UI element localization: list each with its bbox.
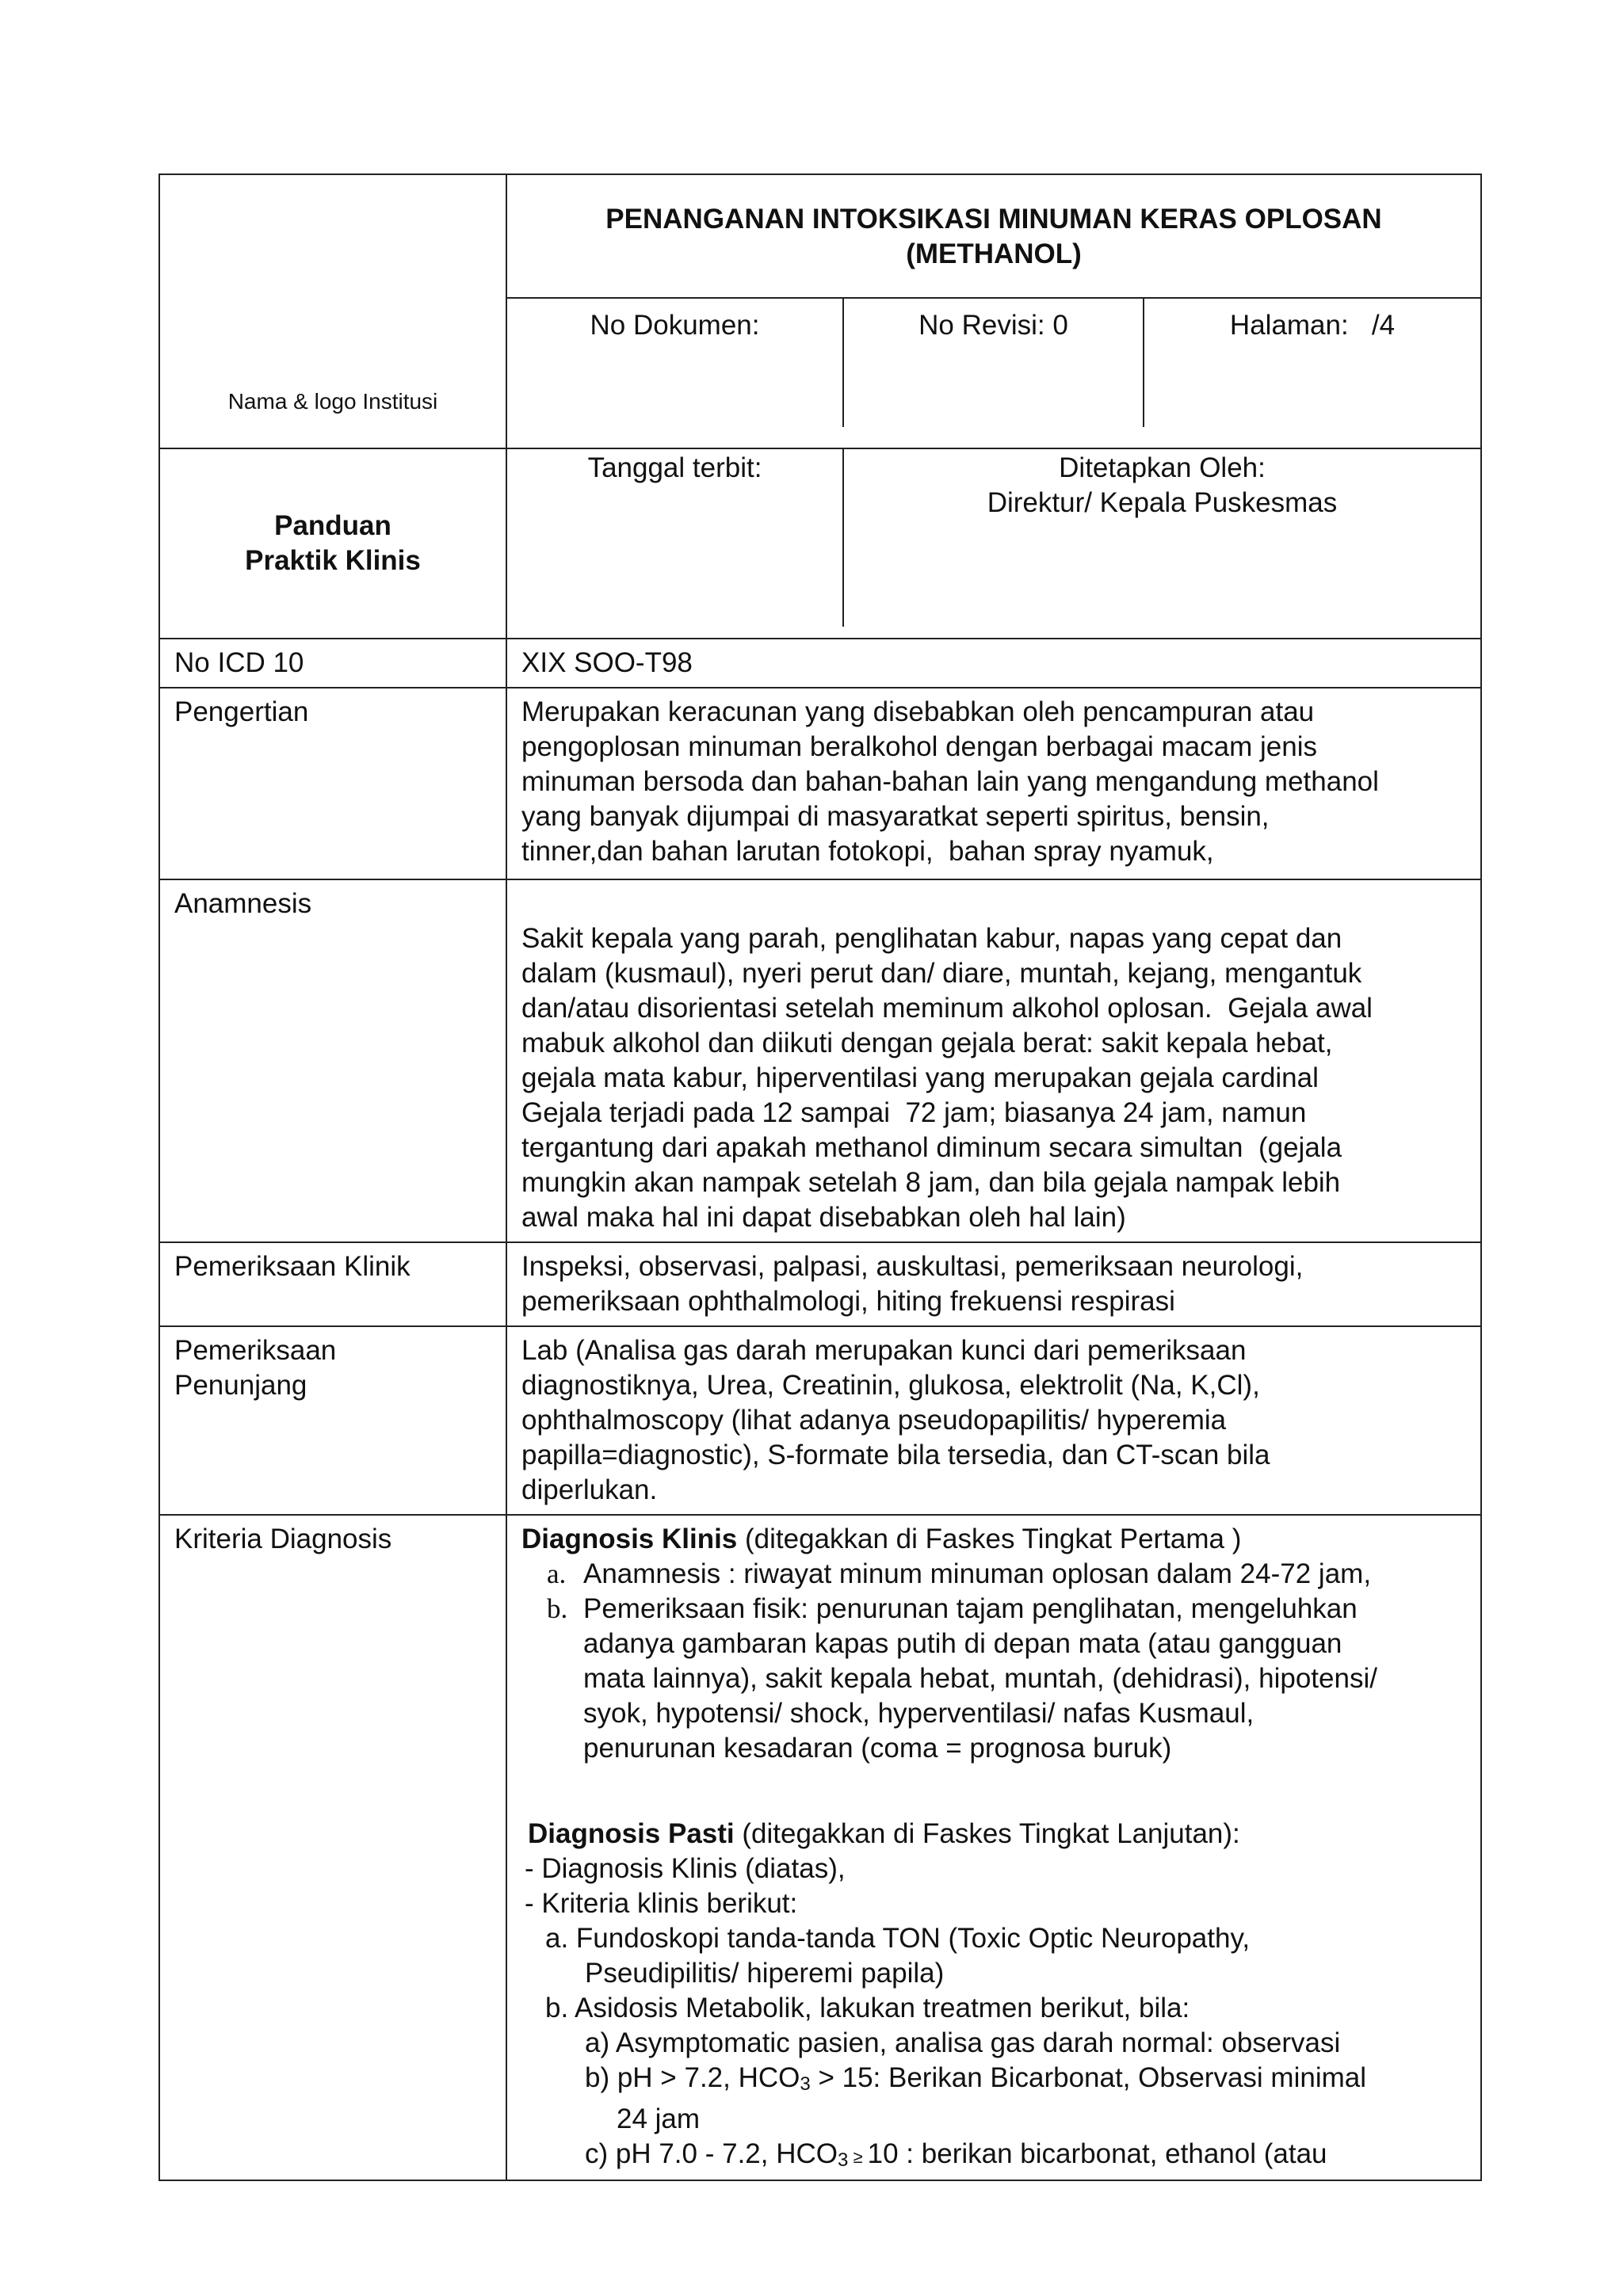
no-dokumen: No Dokumen: (507, 299, 843, 427)
ppk-table (158, 174, 1482, 2181)
no-revisi: No Revisi: 0 (843, 299, 1144, 427)
pengertian-label: Pengertian (159, 688, 506, 879)
asidosis-sub-a: a) Asymptomatic pasien, analisa gas darah normal: observasi (585, 2027, 1341, 2058)
icd-row (159, 639, 1481, 688)
title-line-1: PENANGANAN INTOKSIKASI MINUMAN KERAS OPLOSAN (605, 204, 1382, 235)
list-item: a. Anamnesis : riwayat minum minuman oplosan dalam 24-72 jam, (547, 1558, 1372, 1589)
ppk-line-2: Praktik Klinis (245, 545, 421, 576)
anamnesis-row (159, 879, 1481, 1242)
pengertian-text: Merupakan keracunan yang disebabkan oleh pencampuran atau pengoplosan minuman beralkohol dengan berbagai macam jenis minuman bersoda dan bahan-bahan lain yang mengandung methanol yang banyak dijumpai di masyaratkat seperti spiritus, bensin, tinner,dan bahan larutan fotokopi, bahan spray nyamuk, (506, 688, 1481, 879)
pemeriksaan-klinik-text: Inspeksi, observasi, palpasi, auskultasi, pemeriksaan neurologi, pemeriksaan ophthalmologi, hiting frekuensi respirasi (506, 1242, 1481, 1326)
icd-label: No ICD 10 (159, 639, 506, 688)
kriteria-diagnosis-row (159, 1515, 1481, 2180)
pemeriksaan-klinik-label: Pemeriksaan Klinik (159, 1242, 506, 1326)
pemeriksaan-penunjang-row (159, 1326, 1481, 1515)
institution-logo-placeholder (159, 174, 506, 448)
pasti-line: - Diagnosis Klinis (diatas), (525, 1853, 846, 1884)
diagnosis-klinis-heading: Diagnosis Klinis (ditegakkan di Faskes Tingkat Pertama ) (521, 1524, 1242, 1554)
fundoskopi-item: a. Fundoskopi tanda-tanda TON (Toxic Optic Neuropathy, (545, 1923, 1251, 1954)
asidosis-sub-c: c) pH 7.0 - 7.2, $HCO_3 \ge 10$ : berikan bicarbonat, ethanol (atau (585, 2138, 1327, 2171)
terbit-cell (506, 448, 1481, 639)
asidosis-sub-b-cont: 24 jam (617, 2103, 701, 2134)
pemeriksaan-klinik-row (159, 1242, 1481, 1326)
icd-value: XIX SOO-T98 (506, 639, 1481, 688)
ditetapkan-line-2: Direktur/ Kepala Puskesmas (987, 487, 1338, 518)
terbit-table (507, 449, 1480, 627)
ditetapkan-oleh (843, 449, 1480, 627)
title-line-2: (METHANOL) (906, 238, 1082, 269)
tanggal-terbit: Tanggal terbit: (507, 449, 843, 627)
kriteria-diagnosis-label: Kriteria Diagnosis (159, 1515, 506, 2180)
asidosis-item: b. Asidosis Metabolik, lakukan treatmen berikut, bila: (545, 1993, 1190, 2023)
header-row (159, 174, 1481, 298)
ppk-line-1: Panduan (274, 510, 391, 541)
doc-meta-cell (506, 298, 1481, 448)
pemeriksaan-penunjang-label: Pemeriksaan Penunjang (159, 1326, 506, 1515)
pasti-line: - Kriteria klinis berikut: (525, 1888, 798, 1919)
institution-logo-text: Nama & logo Institusi (227, 389, 438, 414)
halaman: Halaman: /4 (1229, 310, 1396, 341)
anamnesis-text: Sakit kepala yang parah, penglihatan kabur, napas yang cepat dan dalam (kusmaul), nyeri perut dan/ diare, muntah, kejang, mengantuk dan/atau disorientasi setelah meminum alkohol oplosan. Gejala awal mabuk alkohol dan diikuti dengan gejala berat: sakit kepala hebat, gejala mata kabur, hiperventilasi yang merupakan gejala cardinal Gejala terjadi pada 12 sampai 72 jam; biasanya 24 jam, namun tergantung dari apakah methanol diminum secara simultan (gejala mungkin akan nampak setelah 8 jam, dan bila gejala nampak lebih awal maka hal ini dapat disebabkan oleh hal lain) (506, 879, 1481, 1242)
asidosis-sub-b: b) pH > 7.2, $HCO_3 > 15$: Berikan Bicarbonat, Observasi minimal (585, 2062, 1367, 2095)
panduan-praktik-klinis (159, 448, 506, 639)
document-title (506, 174, 1481, 298)
anamnesis-label: Anamnesis (159, 879, 506, 1242)
pengertian-row (159, 688, 1481, 879)
pemeriksaan-penunjang-text: Lab (Analisa gas darah merupakan kunci dari pemeriksaan diagnostiknya, Urea, Creatinin, glukosa, elektrolit (Na, K,Cl), ophthalmoscopy (lihat adanya pseudopapilitis/ hyperemia papilla=diagnostic), S-formate bila tersedia, dan CT-scan bila diperlukan. (506, 1326, 1481, 1515)
doc-meta-table (507, 299, 1480, 427)
ppk-row (159, 448, 1481, 639)
kriteria-diagnosis-text (506, 1515, 1481, 2180)
list-item: b. Pemeriksaan fisik: penurunan tajam penglihatan, mengeluhkan adanya gambaran kapas putih di depan mata (atau gangguan mata lainnya), sakit kepala hebat, muntah, (dehidrasi), hipotensi/ syok, hypotensi/ shock, hyperventilasi/ nafas Kusmaul, penurunan kesadaran (coma = prognosa buruk) (547, 1593, 1377, 1764)
ditetapkan-line-1: Ditetapkan Oleh: (1059, 452, 1266, 483)
fundoskopi-item-cont: Pseudipilitis/ hiperemi papila) (585, 1958, 945, 1989)
diagnosis-pasti-heading: Diagnosis Pasti (ditegakkan di Faskes Tingkat Lanjutan): (528, 1818, 1240, 1849)
